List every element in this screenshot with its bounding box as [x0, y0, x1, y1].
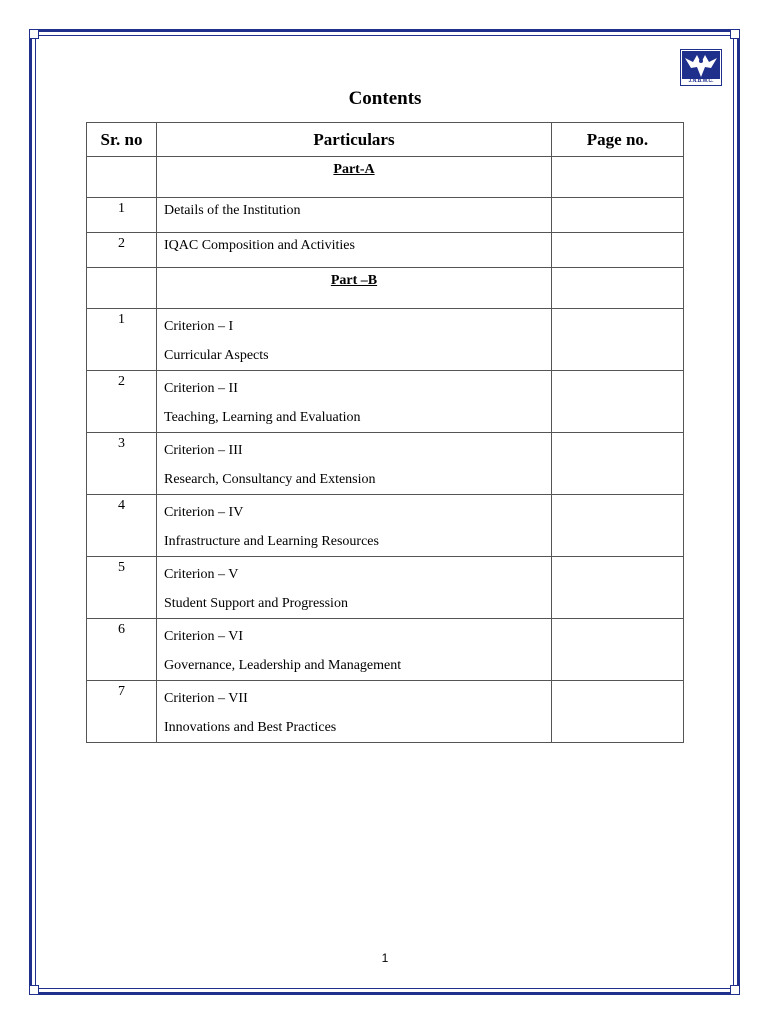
part-heading: Part-A: [157, 157, 552, 198]
corner-ornament: [29, 985, 39, 995]
page-title: Contents: [348, 88, 422, 109]
header-particulars: Particulars: [157, 123, 552, 157]
table-row-part-b: [87, 268, 684, 309]
sr-no-cell: 7: [87, 681, 157, 743]
criterion-description: Research, Consultancy and Extension: [164, 472, 376, 487]
table-cell: [87, 157, 157, 198]
particular-cell: [157, 433, 552, 495]
college-logo: [680, 49, 722, 86]
table-row-part-a: [87, 157, 684, 198]
particular-cell: [157, 309, 552, 371]
criterion-description: Curricular Aspects: [164, 348, 269, 363]
criterion-description: Student Support and Progression: [164, 596, 348, 611]
table-row: [87, 619, 684, 681]
sr-no-cell: 4: [87, 495, 157, 557]
header-page-no: Page no.: [552, 123, 684, 157]
particular-cell: [157, 198, 552, 233]
particular-cell: [157, 619, 552, 681]
table-row: [87, 198, 684, 233]
page-no-cell: [552, 198, 684, 233]
table-row: [87, 309, 684, 371]
page-no-cell: [552, 681, 684, 743]
page-no-cell: [552, 557, 684, 619]
criterion-label: Criterion – VI: [164, 629, 244, 644]
criterion-label: Criterion – II: [164, 381, 238, 396]
sr-no-cell: 1: [87, 198, 157, 233]
particular-cell: [157, 371, 552, 433]
page-no-cell: [552, 619, 684, 681]
table-cell: [552, 157, 684, 198]
criterion-description: Teaching, Learning and Evaluation: [164, 410, 361, 425]
page-no-cell: [552, 495, 684, 557]
page-no-cell: [552, 233, 684, 268]
criterion-description: Infrastructure and Learning Resources: [164, 534, 379, 549]
criterion-label: Criterion – I: [164, 319, 234, 334]
sr-no-cell: 2: [87, 233, 157, 268]
sr-no-cell: 2: [87, 371, 157, 433]
table-row: [87, 433, 684, 495]
eagle-emblem-icon: [681, 50, 721, 80]
page-no-cell: [552, 309, 684, 371]
criterion-label: Criterion – VII: [164, 691, 248, 706]
particular-cell: [157, 557, 552, 619]
table-row: [87, 233, 684, 268]
logo-text: J.N.B.W.C.: [688, 78, 714, 84]
page-no-cell: [552, 371, 684, 433]
corner-ornament: [730, 29, 740, 39]
page-no-cell: [552, 433, 684, 495]
corner-ornament: [730, 985, 740, 995]
corner-ornament: [29, 29, 39, 39]
criterion-description: Governance, Leadership and Management: [164, 658, 402, 673]
particular-cell: [157, 233, 552, 268]
table-row: [87, 371, 684, 433]
sr-no-cell: 6: [87, 619, 157, 681]
criterion-description: Innovations and Best Practices: [164, 720, 337, 735]
particular-line: IQAC Composition and Activities: [164, 238, 355, 253]
table-cell: [87, 268, 157, 309]
table-row: [87, 557, 684, 619]
particular-line: Details of the Institution: [164, 203, 301, 218]
criterion-label: Criterion – III: [164, 443, 243, 458]
table-row: [87, 681, 684, 743]
sr-no-cell: 1: [87, 309, 157, 371]
header-sr-no: Sr. no: [87, 123, 157, 157]
contents-table: [86, 122, 684, 743]
sr-no-cell: 5: [87, 557, 157, 619]
criterion-label: Criterion – IV: [164, 505, 244, 520]
table-row: [87, 495, 684, 557]
page-number: 1: [381, 951, 389, 965]
criterion-label: Criterion – V: [164, 567, 239, 582]
table-cell: [552, 268, 684, 309]
part-heading: Part –B: [157, 268, 552, 309]
table-header-row: [87, 123, 684, 157]
particular-cell: [157, 681, 552, 743]
sr-no-cell: 3: [87, 433, 157, 495]
particular-cell: [157, 495, 552, 557]
